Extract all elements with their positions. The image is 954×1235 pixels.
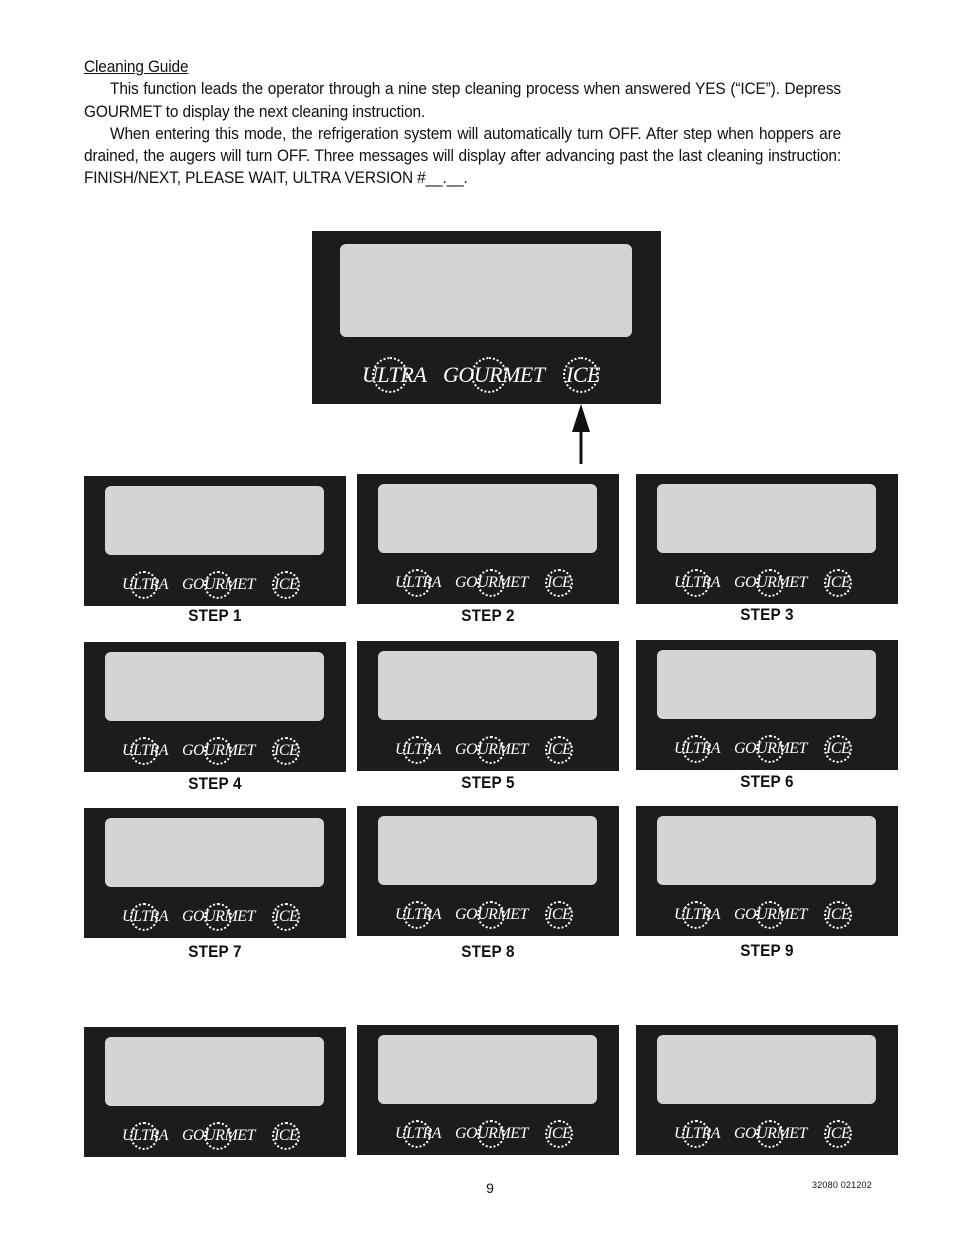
display-screen: [657, 484, 876, 553]
ultra-button[interactable]: ULTRA: [395, 741, 442, 758]
ice-button[interactable]: ICE: [274, 576, 299, 593]
gourmet-button[interactable]: GOURMET: [734, 906, 807, 923]
step-label: STEP 6: [740, 772, 794, 791]
gourmet-button[interactable]: GOURMET: [182, 1127, 255, 1144]
display-screen: [378, 651, 597, 720]
ultra-button[interactable]: ULTRA: [674, 574, 721, 591]
control-panel: [357, 806, 619, 936]
ultra-button[interactable]: ULTRA: [395, 574, 442, 591]
display-screen: [657, 1035, 876, 1104]
control-panel: [84, 1027, 346, 1157]
control-panel-main: [312, 231, 661, 404]
gourmet-button[interactable]: GOURMET: [455, 741, 528, 758]
step-label: STEP 2: [461, 606, 515, 625]
control-panel: [636, 474, 898, 604]
gourmet-button[interactable]: GOURMET: [734, 740, 807, 757]
step-label: STEP 3: [740, 605, 794, 624]
display-screen: [105, 818, 324, 887]
arrow-up-icon: [570, 404, 592, 464]
ultra-button[interactable]: ULTRA: [122, 908, 169, 925]
ultra-button[interactable]: ULTRA: [122, 742, 169, 759]
control-panel: [636, 806, 898, 936]
gourmet-button[interactable]: GOURMET: [734, 574, 807, 591]
ice-button[interactable]: ICE: [826, 740, 851, 757]
document-code: 32080 021202: [812, 1180, 872, 1190]
ultra-button[interactable]: ULTRA: [674, 906, 721, 923]
display-screen: [105, 652, 324, 721]
display-screen: [105, 1037, 324, 1106]
step-label: STEP 4: [188, 774, 242, 793]
ice-button[interactable]: ICE: [826, 906, 851, 923]
ice-button[interactable]: ICE: [547, 1125, 572, 1142]
step-label: STEP 9: [740, 941, 794, 960]
ice-button[interactable]: ICE: [566, 362, 600, 387]
ultra-button[interactable]: ULTRA: [395, 1125, 442, 1142]
ice-button[interactable]: ICE: [826, 574, 851, 591]
ultra-button[interactable]: ULTRA: [395, 906, 442, 923]
control-panel: [357, 474, 619, 604]
gourmet-button[interactable]: GOURMET: [455, 574, 528, 591]
control-panel: [636, 1025, 898, 1155]
ice-button[interactable]: ICE: [826, 1125, 851, 1142]
ice-button[interactable]: ICE: [274, 1127, 299, 1144]
ice-button[interactable]: ICE: [547, 574, 572, 591]
gourmet-button[interactable]: GOURMET: [455, 906, 528, 923]
page-number: 9: [486, 1180, 494, 1196]
gourmet-button[interactable]: GOURMET: [182, 742, 255, 759]
ice-button[interactable]: ICE: [547, 741, 572, 758]
control-panel: [84, 808, 346, 938]
ultra-button[interactable]: ULTRA: [674, 740, 721, 757]
gourmet-button[interactable]: GOURMET: [182, 908, 255, 925]
display-screen: [378, 816, 597, 885]
ultra-button[interactable]: ULTRA: [362, 362, 427, 387]
control-panel: [636, 640, 898, 770]
gourmet-button[interactable]: GOURMET: [182, 576, 255, 593]
ice-button[interactable]: ICE: [547, 906, 572, 923]
display-screen: [378, 1035, 597, 1104]
step-label: STEP 5: [461, 773, 515, 792]
display-screen: [378, 484, 597, 553]
step-label: STEP 8: [461, 942, 515, 961]
ice-button[interactable]: ICE: [274, 908, 299, 925]
control-panel: [357, 1025, 619, 1155]
step-label: STEP 1: [188, 606, 242, 625]
section-heading: Cleaning Guide: [84, 57, 189, 76]
gourmet-button[interactable]: GOURMET: [734, 1125, 807, 1142]
display-screen: [340, 244, 632, 337]
control-panel: [357, 641, 619, 771]
instructions-text: [84, 56, 841, 190]
display-screen: [105, 486, 324, 555]
ultra-button[interactable]: ULTRA: [122, 1127, 169, 1144]
paragraph-1: This function leads the operator through a nine step cleaning process when answered YES (“ICE”). Depress GOURMET to display the next cleaning instruction.: [84, 79, 842, 121]
ice-button[interactable]: ICE: [274, 742, 299, 759]
display-screen: [657, 816, 876, 885]
paragraph-2: When entering this mode, the refrigeration system will automatically turn OFF. After step when hoppers are drained, the augers will turn OFF. Three messages will display after advancing past the last cleaning instruction: FINISH/NEXT, PLEASE WAIT, ULTRA VERSION #__.__.: [84, 123, 842, 188]
gourmet-button[interactable]: GOURMET: [455, 1125, 528, 1142]
display-screen: [657, 650, 876, 719]
step-label: STEP 7: [188, 942, 242, 961]
control-panel: [84, 642, 346, 772]
ultra-button[interactable]: ULTRA: [674, 1125, 721, 1142]
control-panel: [84, 476, 346, 606]
gourmet-button[interactable]: GOURMET: [443, 362, 545, 387]
ultra-button[interactable]: ULTRA: [122, 576, 169, 593]
